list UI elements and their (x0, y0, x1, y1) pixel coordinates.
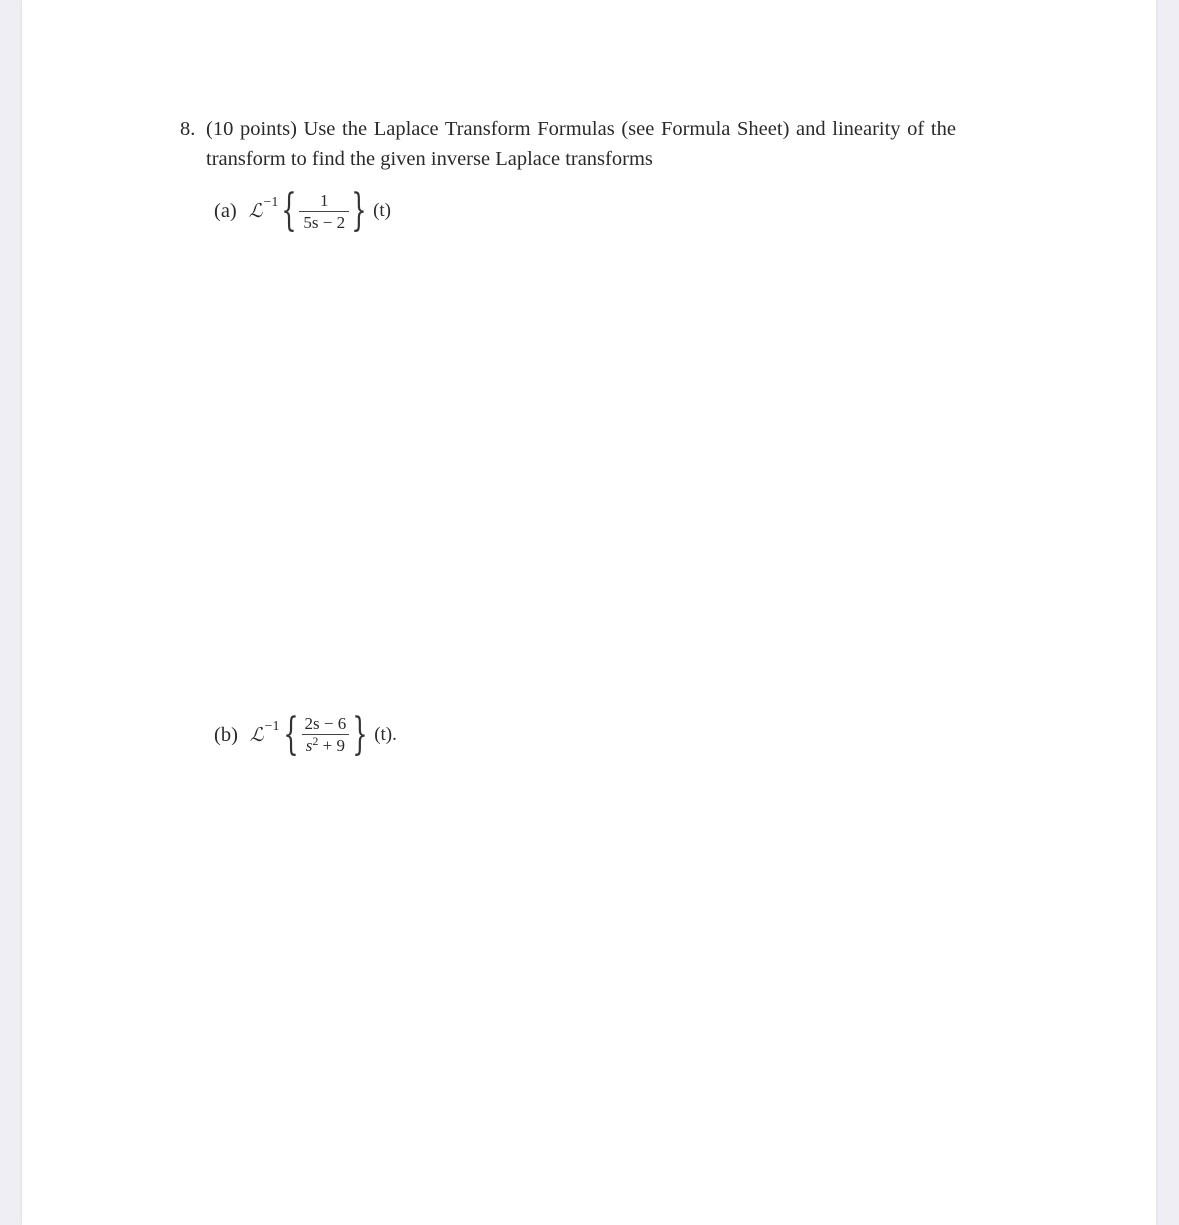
right-brace: } (351, 185, 367, 236)
fraction-a (299, 191, 349, 232)
fraction-a-numerator: 1 (319, 190, 329, 210)
fraction-a-denominator: 5s − 2 (299, 211, 349, 232)
left-brace: { (281, 185, 298, 236)
laplace-operator-symbol: ℒ (249, 724, 264, 746)
part-b-label: (b) (214, 723, 238, 746)
fraction-b-numerator: 2s − 6 (304, 713, 347, 733)
part-a (214, 186, 391, 236)
denominator-power: 2 (312, 733, 319, 748)
question-line-2: transform to find the given inverse Laplace transforms (206, 148, 653, 170)
laplace-operator-symbol: ℒ (248, 200, 263, 222)
fraction-b-denominator (302, 734, 349, 757)
part-b (214, 710, 397, 760)
question-line-1: (10 points) Use the Laplace Transform Formulas (see Formula Sheet) and linearity of the (206, 118, 956, 140)
question-prompt (206, 114, 1026, 174)
inverse-exponent: −1 (263, 195, 279, 210)
part-a-argument: (t) (373, 200, 391, 221)
denominator-rest: + 9 (318, 735, 345, 755)
fraction-b (301, 714, 351, 757)
question-number: 8. (180, 118, 196, 140)
denominator-base: s (305, 735, 313, 755)
inverse-exponent: −1 (264, 719, 280, 734)
part-b-argument: (t). (374, 724, 397, 745)
left-brace: { (282, 709, 299, 760)
part-a-label: (a) (214, 199, 237, 222)
right-brace: } (352, 709, 368, 760)
document-page (22, 0, 1156, 1225)
